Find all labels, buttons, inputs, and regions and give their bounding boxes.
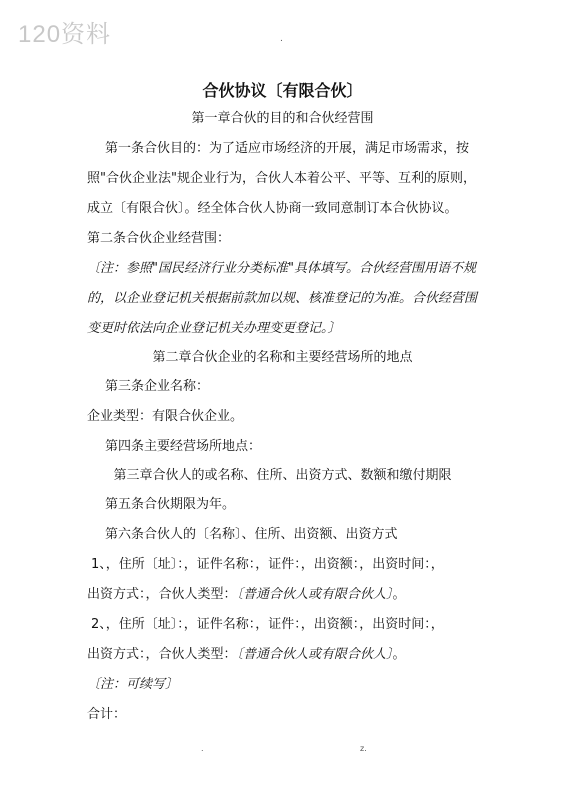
note-1-line-2: 的，以企业登记机关根据前款加以规、核准登记的为准。合伙经营围 bbox=[87, 291, 478, 306]
chapter-2-heading: 第二章合伙企业的名称和主要经营场所的地点 bbox=[152, 350, 413, 365]
article-4: 第四条主要经营场所地点： bbox=[105, 439, 262, 454]
company-type: 企业类型：有限合伙企业。 bbox=[87, 409, 244, 424]
article-1-line-2: 照"合伙企业法"规企业行为，合伙人本着公平、平等、互利的原则， bbox=[87, 171, 476, 186]
partner-1-type-note: 〔普通合伙人或有限合伙人〕 bbox=[236, 587, 393, 602]
partner-2-type-note: 〔普通合伙人或有限合伙人〕 bbox=[236, 647, 393, 662]
footer-mark-left: . bbox=[201, 744, 204, 753]
partner-1-period: 。 bbox=[392, 587, 406, 602]
article-3: 第三条企业名称： bbox=[105, 379, 210, 394]
note-2: 〔注：可续写〕 bbox=[87, 677, 179, 692]
partner-2-line-1: 2、，住所〔址〕：，证件名称：，证件：，出资额：，出资时间：， bbox=[91, 617, 444, 632]
chapter-3-heading: 第三章合伙人的或名称、住所、出资方式、数额和缴付期限 bbox=[113, 468, 452, 483]
article-1-line-1: 第一条合伙目的：为了适应市场经济的开展，满足市场需求，按 bbox=[105, 141, 470, 156]
partner-2-line-2 bbox=[87, 646, 406, 664]
article-6: 第六条合伙人的〔名称〕、住所、出资额、出资方式 bbox=[105, 527, 398, 542]
watermark-logo: 120资料 bbox=[18, 21, 112, 48]
document-title: 合伙协议〔有限合伙〕 bbox=[202, 81, 363, 100]
article-5: 第五条合伙期限为年。 bbox=[105, 497, 236, 512]
total-label: 合计： bbox=[87, 707, 127, 722]
partner-2-fields: 出资方式：，合伙人类型： bbox=[87, 647, 237, 662]
partner-1-line-2 bbox=[87, 586, 406, 604]
partner-1-line-1: 1、，住所〔址〕：，证件名称：，证件：，出资额：，出资时间：， bbox=[91, 557, 444, 572]
note-1-line-1: 〔注：参照"国民经济行业分类标准"具体填写。合伙经营围用语不规 bbox=[87, 261, 476, 276]
footer-mark-right: z. bbox=[360, 744, 367, 753]
header-mark: . bbox=[280, 34, 283, 44]
chapter-1-heading: 第一章合伙的目的和合伙经营围 bbox=[191, 111, 374, 126]
article-1-line-3: 成立〔有限合伙〕。经全体合伙人协商一致同意制订本合伙协议。 bbox=[87, 201, 458, 216]
note-1-line-3: 变更时依法向企业登记机关办理变更登记。〕 bbox=[87, 321, 341, 336]
partner-1-fields: 出资方式：，合伙人类型： bbox=[87, 587, 237, 602]
article-2-heading: 第二条合伙企业经营围： bbox=[87, 231, 231, 246]
partner-2-period: 。 bbox=[392, 647, 406, 662]
